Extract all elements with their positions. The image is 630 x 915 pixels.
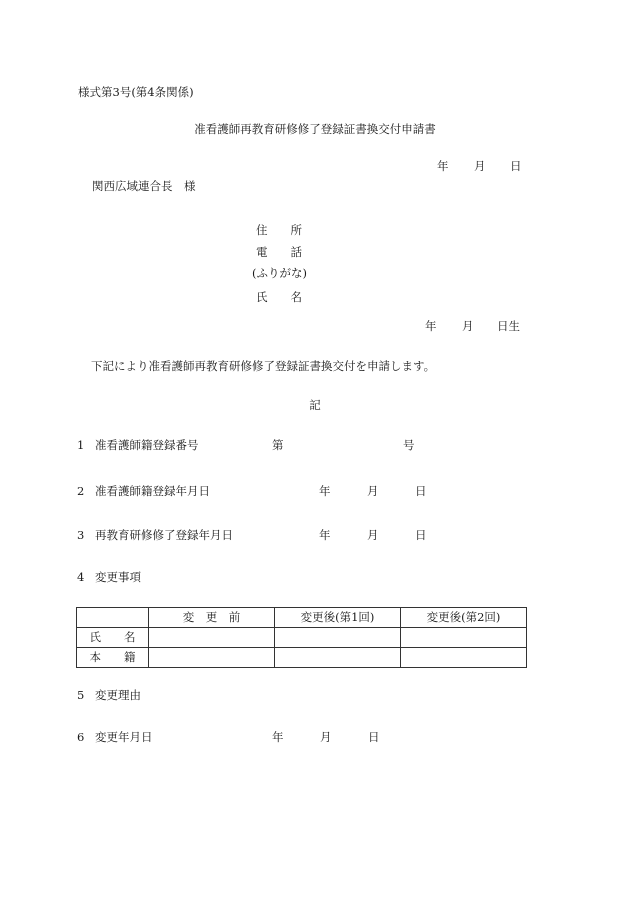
month-label: 月 [320,730,332,744]
year-label: 年 [319,528,331,542]
row-label: 本 籍 [77,648,149,668]
table-row [77,648,527,668]
item-number: 5 [77,688,85,702]
address-label: 住 所 [256,223,302,237]
birth-year-label: 年 [425,319,437,333]
row-label: 氏 名 [77,628,149,648]
document-title: 准看護師再教育研修修了登録証書換交付申請書 [194,122,436,136]
item-number: 1 [77,438,85,452]
item-label: 再教育研修修了登録年月日 [95,528,233,542]
form-number: 様式第3号(第4条関係) [78,85,194,99]
table-header-cell: 変更後(第2回) [401,608,527,628]
item-number: 6 [77,730,85,744]
day-label: 日 [368,730,380,744]
day-label: 日 [415,484,427,498]
dai-label: 第 [272,438,284,452]
month-label: 月 [367,484,379,498]
table-cell[interactable] [149,648,275,668]
table-header-cell [77,608,149,628]
item-number: 4 [77,570,85,584]
date-year-label: 年 [437,159,449,173]
birth-month-label: 月 [462,319,474,333]
item-label: 准看護師籍登録番号 [95,438,199,452]
date-month-label: 月 [474,159,486,173]
furigana-label: (ふりがな) [252,266,307,280]
day-label: 日 [415,528,427,542]
year-label: 年 [272,730,284,744]
item-label: 変更年月日 [95,730,153,744]
ki-heading: 記 [309,398,321,412]
table-row [77,628,527,648]
month-label: 月 [367,528,379,542]
change-table [76,607,527,668]
table-cell[interactable] [149,628,275,648]
year-label: 年 [319,484,331,498]
table-header-cell: 変更後(第1回) [275,608,401,628]
date-day-label: 日 [510,159,522,173]
item-label: 変更理由 [95,688,141,702]
request-statement: 下記により准看護師再教育研修修了登録証書換交付を申請します。 [91,359,436,373]
birth-day-label: 日生 [497,319,520,333]
addressee: 関西広域連合長 様 [92,179,196,193]
table-cell[interactable] [275,648,401,668]
name-label: 氏 名 [256,290,302,304]
go-label: 号 [403,438,415,452]
table-cell[interactable] [401,628,527,648]
table-cell[interactable] [401,648,527,668]
phone-label: 電 話 [256,245,302,259]
table-header-row [77,608,527,628]
item-label: 変更事項 [95,570,141,584]
item-number: 2 [77,484,85,498]
table-cell[interactable] [275,628,401,648]
table-header-cell: 変 更 前 [149,608,275,628]
item-label: 准看護師籍登録年月日 [95,484,210,498]
item-number: 3 [77,528,85,542]
